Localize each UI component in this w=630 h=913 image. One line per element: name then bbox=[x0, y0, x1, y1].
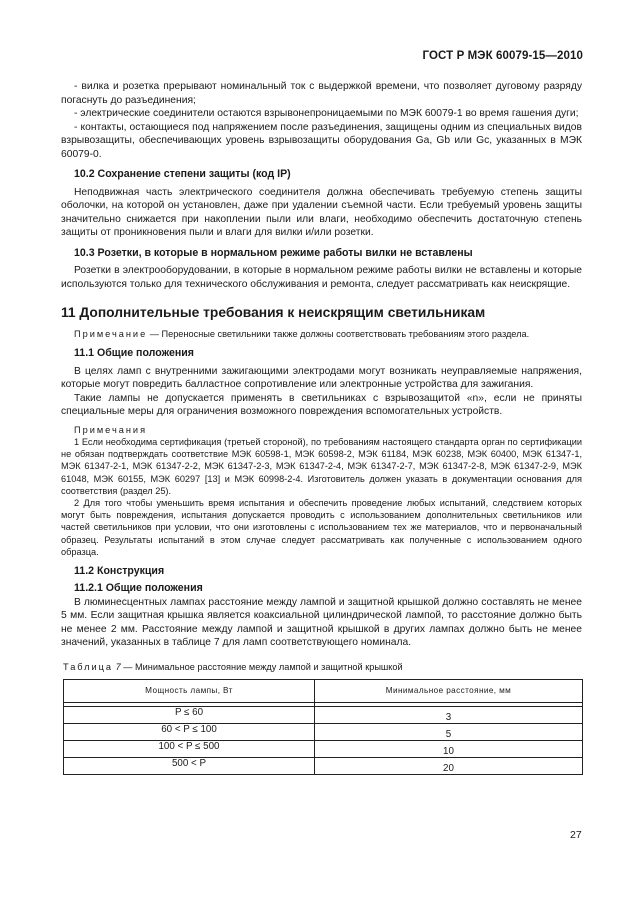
section-11-2-title: 11.2 Конструкция bbox=[74, 564, 165, 577]
note-2: 2 Для того чтобы уменьшить время испытания и обеспечить проведение любых испытаний, следствием которых могут быть повреждения, испытания допускается проводить с использованием дополнительных светильников или частей светильников при условии, что они изготовлены с использованием тех же материалов, что и первоначальный образец. Результаты испытаний в этом случае следует рассматривать как полученные с использованием одного образца. bbox=[61, 497, 582, 557]
caption-number: 7 bbox=[115, 661, 121, 672]
intro-item: - электрические соединители остаются взрывонепроницаемыми по МЭК 60079-1 во время гашения дуги; bbox=[74, 108, 579, 119]
section-10-3-text: Розетки в электрооборудовании, в которые в нормальном режиме работы вилки не вставлены и которые используются только для технического обслуживания и ремонта, следует рассматривать как неискрящие. bbox=[61, 265, 582, 290]
section-11-1-text: Такие лампы не допускается применять в светильниках с взрывозащитой «n», если не приняты специальные меры для ограничения возможного повреждения вспомогательных устройств. bbox=[61, 392, 582, 418]
table-7-caption bbox=[61, 661, 582, 673]
table-row bbox=[64, 706, 583, 723]
table-7 bbox=[63, 679, 583, 775]
section-10-2-title: 10.2 Сохранение степени защиты (код IP) bbox=[74, 168, 291, 180]
table-row bbox=[64, 723, 583, 740]
table-row bbox=[64, 757, 583, 774]
note-text: — Переносные светильники также должны соответствовать требованиям этого раздела. bbox=[147, 329, 530, 339]
cell-power: P ≤ 60 bbox=[64, 706, 315, 723]
section-11-1-text: В целях ламп с внутренними зажигающими электродами могут возникать неуправляемые напряжения, которые могут повредить балластное сопротивление или электронные устройства для зажигания. bbox=[61, 365, 582, 391]
cell-distance: 5 bbox=[315, 723, 583, 740]
section-11-note bbox=[61, 328, 582, 340]
section-11-title: 11 Дополнительные требования к неискрящим светильникам bbox=[61, 305, 486, 320]
cell-distance: 3 bbox=[315, 706, 583, 723]
section-11-1-title: 11.1 Общие положения bbox=[74, 347, 194, 360]
caption-label: Таблица bbox=[63, 661, 114, 672]
intro-item: - вилка и розетка прерывают номинальный ток с выдержкой времени, что позволяет дуговому разряду погаснуть до разъединения; bbox=[61, 81, 582, 106]
cell-power: 60 < P ≤ 100 bbox=[64, 723, 315, 740]
notes-label: Примечания bbox=[74, 424, 148, 435]
note-label: Примечание bbox=[74, 329, 148, 339]
section-11-2-1-title: 11.2.1 Общие положения bbox=[74, 582, 203, 595]
cell-power: 500 < P bbox=[64, 757, 315, 774]
standard-header: ГОСТ Р МЭК 60079-15—2010 bbox=[422, 50, 583, 62]
table-row bbox=[64, 740, 583, 757]
cell-power: 100 < P ≤ 500 bbox=[64, 740, 315, 757]
caption-text: — Минимальное расстояние между лампой и защитной крышкой bbox=[120, 661, 403, 672]
section-10-3-title: 10.3 Розетки, в которые в нормальном режиме работы вилки не вставлены bbox=[74, 246, 473, 259]
section-10-2-text: Неподвижная часть электрического соединителя должна обеспечивать требуемую степень защиты оболочки, на которой он установлен, даже при удалении съемной части. Если требуемый уровень защиты значительно снижается при накоплении пыли или влаги, необходимо обеспечить достаточную степень защиты от проникновения пыли и влаги для вилки и/или розетки. bbox=[61, 186, 582, 238]
column-header-power: Мощность лампы, Вт bbox=[64, 679, 315, 702]
cell-distance: 20 bbox=[315, 757, 583, 774]
cell-distance: 10 bbox=[315, 740, 583, 757]
page-number: 27 bbox=[570, 829, 582, 841]
intro-item: - контакты, остающиеся под напряжением после разъединения, защищены одним из специальных видов взрывозащиты, обеспечивающих уровень взрывозащиты оборудования Ga, Gb или Gc, указанных в МЭК 60079-0. bbox=[61, 121, 582, 160]
table-header-row bbox=[64, 679, 583, 702]
note-1: 1 Если необходима сертификация (третьей стороной), по требованиям настоящего стандарта орган по сертификации не обязан подтверждать соответствие МЭК 60598-1, МЭК 60598-2, МЭК 61184, МЭК 60238, МЭК 60400, МЭК 61347-1, МЭК 61347-2-1, МЭК 61347-2-2, МЭК 61347-2-3, МЭК 61347-2-4, МЭК 61347-2-7, МЭК 61347-2-8, МЭК 61347-2-9, МЭК 61048, МЭК 60155, МЭК 60297 [13] и МЭК 60998-2-4. Изготовитель должен указать в документации основания для соответствия (раздел 25). bbox=[61, 436, 582, 496]
page-content bbox=[61, 80, 582, 775]
section-11-2-1-text: В люминесцентных лампах расстояние между лампой и защитной крышкой должно составлять не менее 5 мм. Если защитная крышка является коаксиальной цилиндрической лампой, то расстояние должно быть не менее 2 мм. Расстояние между лампой и защитной крышкой в других лампах должно быть не менее значений, указанных в таблице 7 для ламп соответствующего номинала. bbox=[61, 596, 582, 649]
column-header-distance: Минимальное расстояние, мм bbox=[315, 679, 583, 702]
